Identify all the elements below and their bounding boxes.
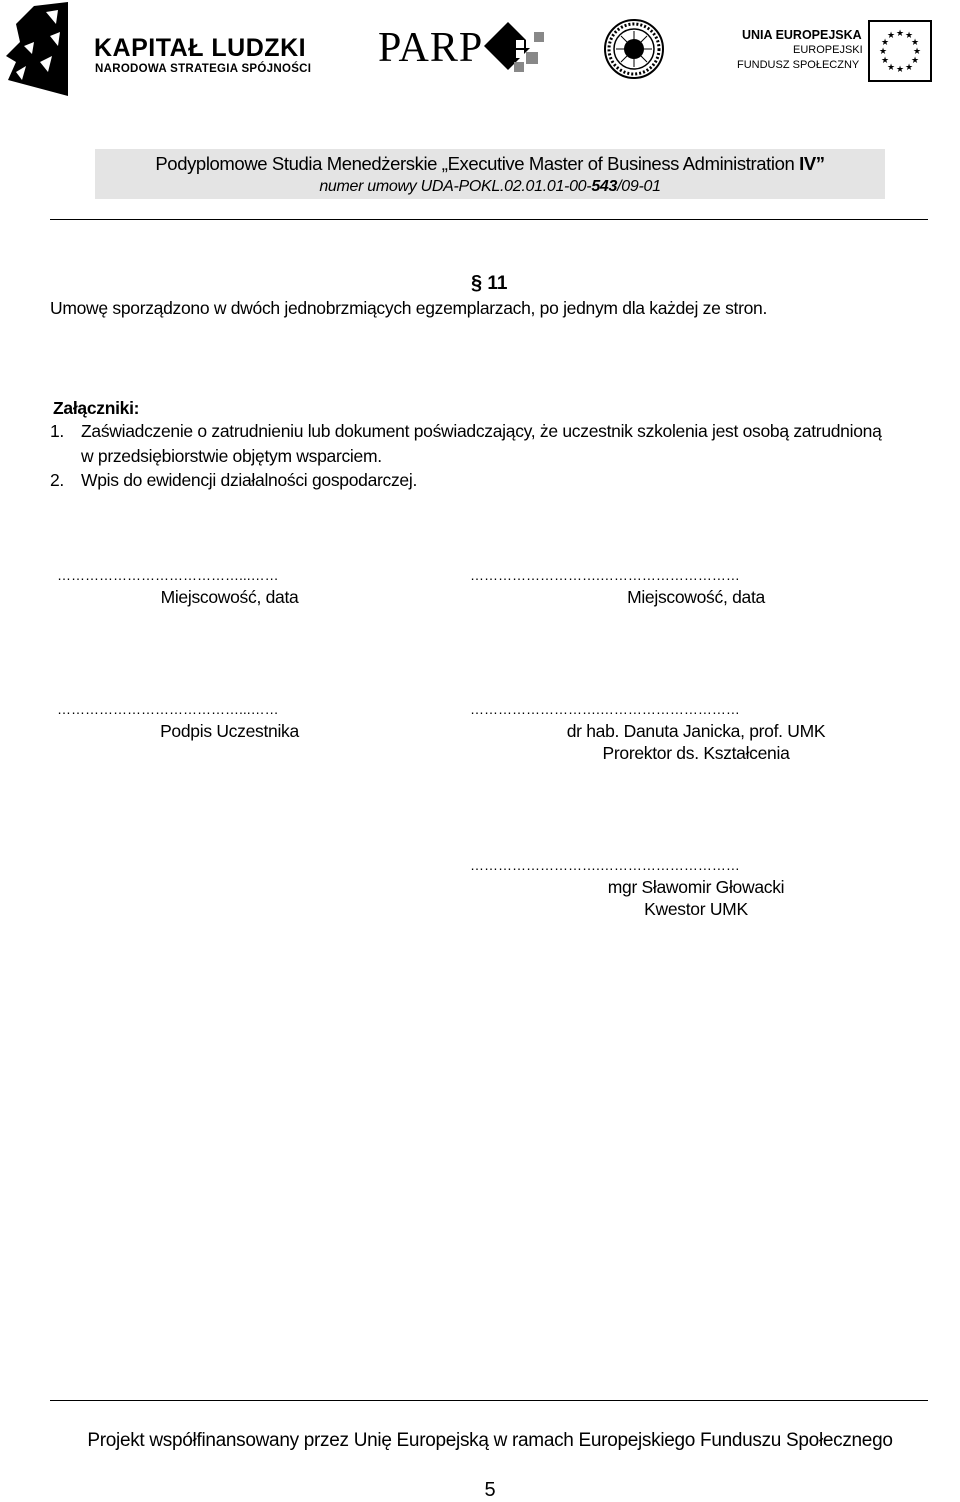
svg-text:★: ★ — [886, 31, 896, 41]
contract-prefix: numer umowy UDA-POKL.02.01.01-00- — [319, 178, 592, 195]
agreement-text: Umowę sporządzono w dwóch jednobrzmiących egzemplarzach, po jednym dla każdej ze stron. — [50, 298, 768, 318]
parp-emblem-icon — [484, 22, 546, 82]
attachment-1-line1: Zaświadczenie o zatrudnieniu lub dokument poświadczający, że uczestnik szkolenia jest osobą zatrudnioną — [81, 421, 882, 441]
quaestor-title: Kwestor UMK — [644, 899, 748, 919]
footer-text: Projekt współfinansowany przez Unię Europejską w ramach Europejskiego Funduszu Społecznego — [87, 1430, 893, 1451]
eu-line1: UNIA EUROPEJSKA — [742, 28, 862, 42]
section-symbol: § — [471, 272, 483, 294]
svg-text:★: ★ — [912, 47, 922, 57]
page-number: 5 — [484, 1479, 496, 1501]
program-title-text: Podyplomowe Studia Menedżerskie „Executive Master of Business Administration — [155, 153, 800, 174]
parp-logo-text: PARP — [378, 25, 484, 71]
eu-line3: FUNDUSZ SPOŁECZNY — [737, 59, 860, 71]
signature-line-left-1: …………………………………...…… — [57, 567, 279, 583]
footer-divider — [50, 1400, 928, 1401]
attachment-2-number: 2. — [50, 470, 64, 490]
program-title-edition: IV” — [799, 153, 825, 174]
section-number: 11 — [487, 273, 508, 294]
kapital-ludzki-subtitle: NARODOWA STRATEGIA SPÓJNOŚCI — [95, 63, 312, 75]
attachment-2-line1: Wpis do ewidencji działalności gospodarczej. — [81, 470, 418, 490]
svg-text:★: ★ — [904, 31, 914, 41]
signature-line-right-3: ……………………….………………………… — [470, 857, 740, 873]
contract-number — [95, 178, 885, 196]
svg-text:★: ★ — [895, 65, 905, 75]
svg-text:★: ★ — [880, 56, 890, 66]
contract-suffix: /09-01 — [617, 178, 661, 195]
section-heading — [471, 272, 508, 295]
svg-text:★: ★ — [886, 63, 896, 73]
program-title — [95, 153, 885, 175]
kapital-ludzki-emblem-icon — [6, 2, 86, 98]
svg-text:★: ★ — [904, 63, 914, 73]
attachment-1-number: 1. — [50, 421, 64, 441]
svg-text:★: ★ — [895, 29, 905, 39]
svg-text:★: ★ — [910, 38, 920, 48]
svg-text:★: ★ — [910, 56, 920, 66]
svg-text:★: ★ — [878, 47, 888, 57]
signature-line-right-2: ……………………….………………………… — [470, 701, 740, 717]
header-divider — [50, 219, 928, 220]
attachment-1-line2: w przedsiębiorstwie objętym wsparciem. — [81, 446, 382, 466]
place-date-left: Miejscowość, data — [160, 587, 299, 607]
participant-signature-label: Podpis Uczestnika — [160, 721, 299, 741]
signature-line-right-1: ……………………….………………………… — [470, 567, 740, 583]
prorector-title: Prorektor ds. Kształcenia — [602, 743, 790, 763]
contract-bold: 543 — [591, 178, 618, 195]
header-banner — [95, 149, 885, 199]
university-seal-icon — [603, 18, 665, 80]
attachments-heading: Załączniki: — [53, 398, 140, 418]
prorector-name: dr hab. Danuta Janicka, prof. UMK — [566, 721, 826, 741]
svg-text:★: ★ — [880, 38, 890, 48]
signature-line-left-2: …………………………………...…… — [57, 701, 279, 717]
eu-flag-icon — [868, 20, 932, 82]
quaestor-name: mgr Sławomir Głowacki — [607, 877, 785, 897]
kapital-ludzki-title: KAPITAŁ LUDZKI — [94, 34, 307, 62]
eu-line2: EUROPEJSKI — [793, 44, 863, 56]
place-date-right: Miejscowość, data — [627, 587, 765, 607]
